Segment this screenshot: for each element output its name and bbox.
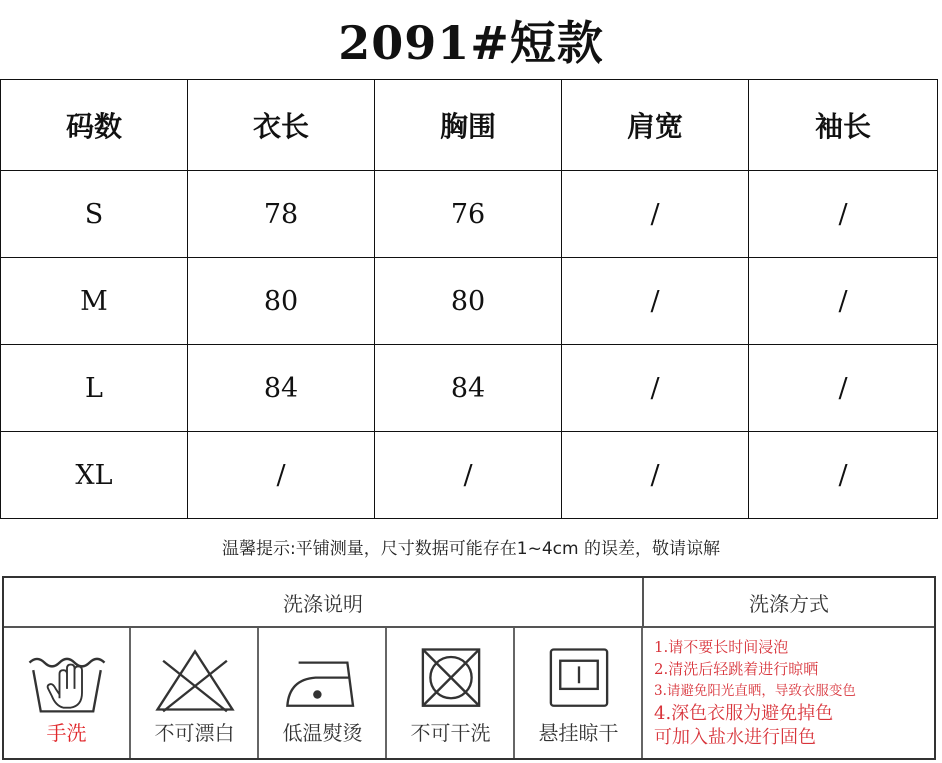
line-dry-icon xyxy=(531,642,627,717)
cell-sleeve: / xyxy=(749,345,938,432)
table-row xyxy=(1,345,938,432)
cell-size: L xyxy=(1,345,188,432)
cell-length: 78 xyxy=(188,171,375,258)
cell-shoulder: / xyxy=(562,432,749,519)
cell-shoulder: / xyxy=(562,171,749,258)
care-label: 不可干洗 xyxy=(410,721,491,745)
care-icon-cell xyxy=(4,628,131,758)
cell-size: XL xyxy=(1,432,188,519)
table-header-row xyxy=(1,80,938,171)
method-line: 1.请不要长时间浸泡 xyxy=(654,638,789,656)
cell-length: 80 xyxy=(188,258,375,345)
cell-chest: 76 xyxy=(375,171,562,258)
cell-size: M xyxy=(1,258,188,345)
cell-sleeve: / xyxy=(749,432,938,519)
washing-title: 洗涤说明 xyxy=(4,578,644,628)
page-title: 2091#短款 xyxy=(338,16,604,70)
table-row xyxy=(1,258,938,345)
cell-chest: / xyxy=(375,432,562,519)
measurement-tip: 温馨提示:平铺测量，尺寸数据可能存在1~4cm 的误差，敬请谅解 xyxy=(222,539,720,559)
method-title: 洗涤方式 xyxy=(644,578,934,628)
care-icon-cell xyxy=(388,628,515,758)
care-icon-cell xyxy=(260,628,387,758)
method-line: 3.请避免阳光直晒，导致衣服变色 xyxy=(654,683,856,699)
method-line: 4.深色衣服为避免掉色 xyxy=(654,703,834,724)
table-row xyxy=(1,432,938,519)
care-icon-cell xyxy=(516,628,643,758)
size-table xyxy=(0,79,938,519)
no-bleach-icon xyxy=(147,642,243,717)
header-chest: 胸围 xyxy=(375,80,562,171)
care-instructions-panel xyxy=(2,576,936,760)
method-line: 可加入盐水进行固色 xyxy=(654,727,816,748)
method-line: 2.清洗后轻跳着进行晾晒 xyxy=(654,660,819,678)
header-length: 衣长 xyxy=(188,80,375,171)
table-row xyxy=(1,171,938,258)
care-label: 低温熨烫 xyxy=(282,721,363,745)
cell-shoulder: / xyxy=(562,258,749,345)
care-label: 手洗 xyxy=(46,721,87,745)
cell-chest: 80 xyxy=(375,258,562,345)
header-shoulder: 肩宽 xyxy=(562,80,749,171)
low-iron-icon xyxy=(275,642,371,717)
cell-length: 84 xyxy=(188,345,375,432)
cell-sleeve: / xyxy=(749,171,938,258)
care-icon-cell xyxy=(132,628,259,758)
no-dry-clean-icon xyxy=(403,642,499,717)
cell-shoulder: / xyxy=(562,345,749,432)
care-label: 悬挂晾干 xyxy=(538,721,619,745)
cell-chest: 84 xyxy=(375,345,562,432)
wash-method-list xyxy=(646,628,934,758)
cell-size: S xyxy=(1,171,188,258)
hand-wash-icon xyxy=(19,642,115,717)
cell-sleeve: / xyxy=(749,258,938,345)
header-sleeve: 袖长 xyxy=(749,80,938,171)
cell-length: / xyxy=(188,432,375,519)
header-size: 码数 xyxy=(1,80,188,171)
care-label: 不可漂白 xyxy=(154,721,235,745)
